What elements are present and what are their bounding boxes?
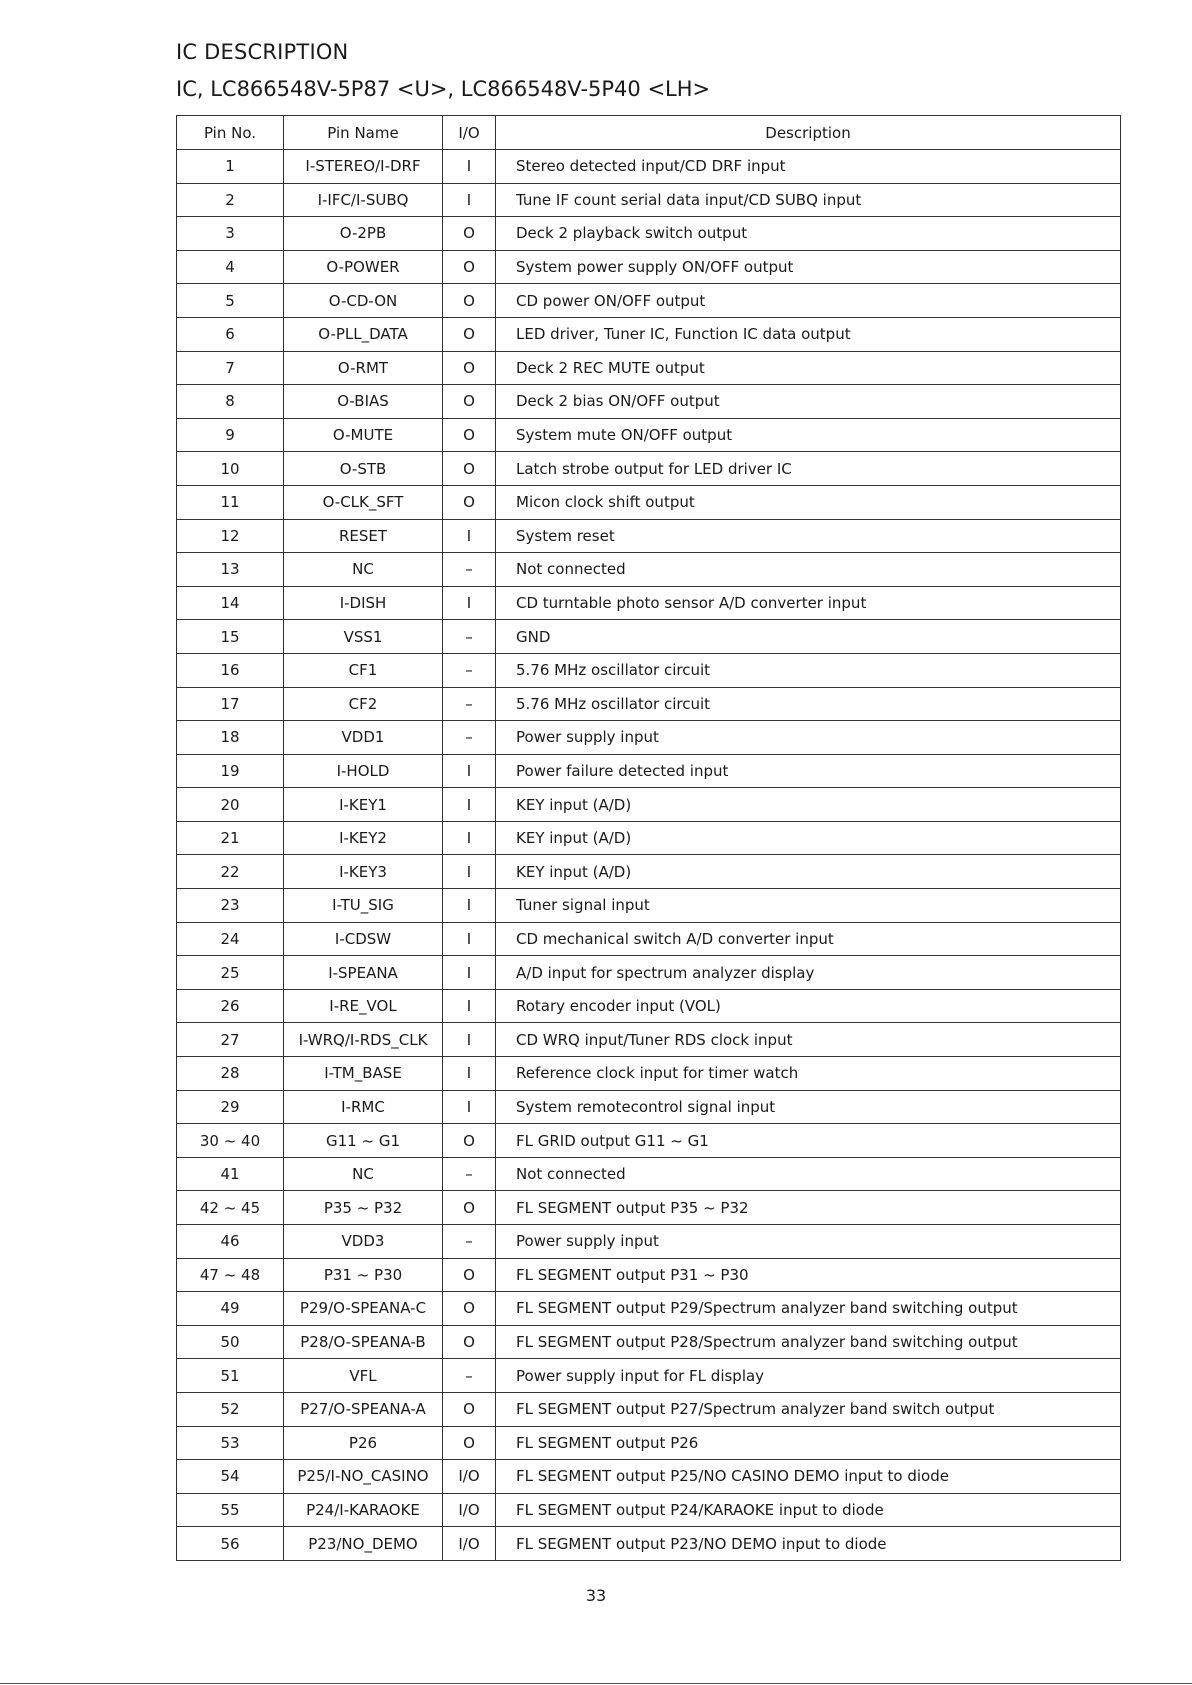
pin-name-cell: I-STEREO/I-DRF	[284, 150, 443, 184]
table-row	[177, 485, 1121, 519]
pin-name-cell: I-HOLD	[284, 754, 443, 788]
pin-name-cell: O-STB	[284, 452, 443, 486]
io-cell: O	[443, 1292, 496, 1326]
pin-name-cell: I-DISH	[284, 586, 443, 620]
pin-name-cell: P29/O-SPEANA-C	[284, 1292, 443, 1326]
io-cell: I	[443, 183, 496, 217]
header-pin-name: Pin Name	[284, 116, 443, 150]
pin-number-cell: 12	[177, 519, 284, 553]
table-row	[177, 889, 1121, 923]
description-cell: Power failure detected input	[496, 754, 1121, 788]
description-cell: CD power ON/OFF output	[496, 284, 1121, 318]
header-description: Description	[496, 116, 1121, 150]
io-cell: I/O	[443, 1460, 496, 1494]
pin-name-cell: NC	[284, 553, 443, 587]
description-cell: A/D input for spectrum analyzer display	[496, 956, 1121, 990]
pin-name-cell: P35 ~ P32	[284, 1191, 443, 1225]
io-cell: O	[443, 1392, 496, 1426]
pin-number-cell: 1	[177, 150, 284, 184]
io-cell: I	[443, 1090, 496, 1124]
pin-number-cell: 52	[177, 1392, 284, 1426]
table-row	[177, 317, 1121, 351]
pin-number-cell: 14	[177, 586, 284, 620]
pin-description-table	[176, 115, 1121, 1561]
io-cell: I	[443, 788, 496, 822]
pin-number-cell: 6	[177, 317, 284, 351]
table-row	[177, 1023, 1121, 1057]
pin-name-cell: I-KEY3	[284, 855, 443, 889]
pin-number-cell: 2	[177, 183, 284, 217]
description-cell: Power supply input	[496, 1225, 1121, 1259]
pin-name-cell: CF1	[284, 653, 443, 687]
pin-number-cell: 22	[177, 855, 284, 889]
io-cell: O	[443, 1325, 496, 1359]
description-cell: Deck 2 bias ON/OFF output	[496, 385, 1121, 419]
description-cell: FL SEGMENT output P27/Spectrum analyzer band switch output	[496, 1392, 1121, 1426]
io-cell: O	[443, 485, 496, 519]
pin-number-cell: 21	[177, 821, 284, 855]
description-cell: Deck 2 REC MUTE output	[496, 351, 1121, 385]
table-row	[177, 922, 1121, 956]
pin-name-cell: I-RE_VOL	[284, 989, 443, 1023]
pin-number-cell: 18	[177, 721, 284, 755]
pin-name-cell: I-TM_BASE	[284, 1057, 443, 1091]
pin-number-cell: 51	[177, 1359, 284, 1393]
io-cell: –	[443, 1157, 496, 1191]
table-body	[177, 150, 1121, 1561]
pin-number-cell: 28	[177, 1057, 284, 1091]
pin-number-cell: 16	[177, 653, 284, 687]
pin-number-cell: 26	[177, 989, 284, 1023]
table-row	[177, 1292, 1121, 1326]
header-pin-no: Pin No.	[177, 116, 284, 150]
table-row	[177, 250, 1121, 284]
pin-number-cell: 7	[177, 351, 284, 385]
description-cell: FL GRID output G11 ~ G1	[496, 1124, 1121, 1158]
description-cell: KEY input (A/D)	[496, 855, 1121, 889]
table-row	[177, 1426, 1121, 1460]
description-cell: Tune IF count serial data input/CD SUBQ input	[496, 183, 1121, 217]
pin-name-cell: VFL	[284, 1359, 443, 1393]
description-cell: FL SEGMENT output P35 ~ P32	[496, 1191, 1121, 1225]
table-row	[177, 1157, 1121, 1191]
table-row	[177, 1359, 1121, 1393]
description-cell: FL SEGMENT output P28/Spectrum analyzer band switching output	[496, 1325, 1121, 1359]
io-cell: O	[443, 351, 496, 385]
description-cell: Deck 2 playback switch output	[496, 217, 1121, 251]
pin-number-cell: 42 ~ 45	[177, 1191, 284, 1225]
pin-name-cell: O-MUTE	[284, 418, 443, 452]
pin-number-cell: 15	[177, 620, 284, 654]
description-cell: FL SEGMENT output P24/KARAOKE input to diode	[496, 1493, 1121, 1527]
io-cell: –	[443, 721, 496, 755]
description-cell: Power supply input	[496, 721, 1121, 755]
io-cell: –	[443, 553, 496, 587]
pin-number-cell: 41	[177, 1157, 284, 1191]
io-cell: O	[443, 284, 496, 318]
table-row	[177, 653, 1121, 687]
description-cell: KEY input (A/D)	[496, 788, 1121, 822]
pin-name-cell: I-CDSW	[284, 922, 443, 956]
io-cell: I	[443, 989, 496, 1023]
pin-name-cell: O-RMT	[284, 351, 443, 385]
io-cell: –	[443, 1225, 496, 1259]
io-cell: –	[443, 620, 496, 654]
description-cell: LED driver, Tuner IC, Function IC data output	[496, 317, 1121, 351]
description-cell: Micon clock shift output	[496, 485, 1121, 519]
pin-number-cell: 8	[177, 385, 284, 419]
pin-number-cell: 56	[177, 1527, 284, 1561]
description-cell: FL SEGMENT output P25/NO CASINO DEMO input to diode	[496, 1460, 1121, 1494]
io-cell: I	[443, 150, 496, 184]
pin-name-cell: O-CLK_SFT	[284, 485, 443, 519]
table-row	[177, 586, 1121, 620]
pin-number-cell: 11	[177, 485, 284, 519]
pin-number-cell: 23	[177, 889, 284, 923]
description-cell: System reset	[496, 519, 1121, 553]
pin-name-cell: VSS1	[284, 620, 443, 654]
io-cell: I	[443, 889, 496, 923]
pin-number-cell: 55	[177, 1493, 284, 1527]
table-row	[177, 1124, 1121, 1158]
io-cell: –	[443, 1359, 496, 1393]
table-row	[177, 1191, 1121, 1225]
pin-number-cell: 13	[177, 553, 284, 587]
pin-number-cell: 10	[177, 452, 284, 486]
table-row	[177, 519, 1121, 553]
pin-name-cell: P24/I-KARAOKE	[284, 1493, 443, 1527]
description-cell: FL SEGMENT output P29/Spectrum analyzer band switching output	[496, 1292, 1121, 1326]
table-row	[177, 452, 1121, 486]
page-title: IC DESCRIPTION	[176, 40, 349, 64]
pin-number-cell: 47 ~ 48	[177, 1258, 284, 1292]
pin-name-cell: I-KEY2	[284, 821, 443, 855]
pin-number-cell: 5	[177, 284, 284, 318]
io-cell: O	[443, 317, 496, 351]
pin-number-cell: 53	[177, 1426, 284, 1460]
pin-name-cell: P27/O-SPEANA-A	[284, 1392, 443, 1426]
table-row	[177, 385, 1121, 419]
io-cell: I	[443, 956, 496, 990]
table-row	[177, 1258, 1121, 1292]
pin-name-cell: I-KEY1	[284, 788, 443, 822]
table-row	[177, 217, 1121, 251]
pin-number-cell: 46	[177, 1225, 284, 1259]
bottom-divider	[0, 1683, 1192, 1684]
table-row	[177, 284, 1121, 318]
pin-name-cell: G11 ~ G1	[284, 1124, 443, 1158]
io-cell: I	[443, 519, 496, 553]
table-row	[177, 788, 1121, 822]
pin-number-cell: 24	[177, 922, 284, 956]
table-header-row	[177, 116, 1121, 150]
io-cell: O	[443, 1258, 496, 1292]
pin-name-cell: P23/NO_DEMO	[284, 1527, 443, 1561]
io-cell: O	[443, 217, 496, 251]
pin-number-cell: 9	[177, 418, 284, 452]
description-cell: Reference clock input for timer watch	[496, 1057, 1121, 1091]
io-cell: I	[443, 1057, 496, 1091]
pin-name-cell: I-RMC	[284, 1090, 443, 1124]
pin-name-cell: CF2	[284, 687, 443, 721]
io-cell: O	[443, 250, 496, 284]
table-row	[177, 1325, 1121, 1359]
pin-number-cell: 4	[177, 250, 284, 284]
pin-name-cell: I-SPEANA	[284, 956, 443, 990]
description-cell: KEY input (A/D)	[496, 821, 1121, 855]
io-cell: I	[443, 855, 496, 889]
io-cell: I	[443, 821, 496, 855]
description-cell: FL SEGMENT output P23/NO DEMO input to diode	[496, 1527, 1121, 1561]
pin-number-cell: 20	[177, 788, 284, 822]
pin-name-cell: P28/O-SPEANA-B	[284, 1325, 443, 1359]
pin-number-cell: 50	[177, 1325, 284, 1359]
table-row	[177, 1090, 1121, 1124]
io-cell: –	[443, 687, 496, 721]
pin-name-cell: I-IFC/I-SUBQ	[284, 183, 443, 217]
io-cell: I/O	[443, 1527, 496, 1561]
table-row	[177, 553, 1121, 587]
description-cell: 5.76 MHz oscillator circuit	[496, 653, 1121, 687]
description-cell: System remotecontrol signal input	[496, 1090, 1121, 1124]
page-subtitle: IC, LC866548V-5P87 <U>, LC866548V-5P40 <LH>	[176, 77, 711, 101]
io-cell: –	[443, 653, 496, 687]
description-cell: Rotary encoder input (VOL)	[496, 989, 1121, 1023]
pin-name-cell: I-WRQ/I-RDS_CLK	[284, 1023, 443, 1057]
table-row	[177, 989, 1121, 1023]
io-cell: I	[443, 754, 496, 788]
io-cell: I	[443, 586, 496, 620]
pin-name-cell: VDD3	[284, 1225, 443, 1259]
pin-number-cell: 25	[177, 956, 284, 990]
pin-name-cell: NC	[284, 1157, 443, 1191]
pin-name-cell: RESET	[284, 519, 443, 553]
io-cell: O	[443, 1426, 496, 1460]
table-row	[177, 1460, 1121, 1494]
pin-number-cell: 30 ~ 40	[177, 1124, 284, 1158]
description-cell: CD WRQ input/Tuner RDS clock input	[496, 1023, 1121, 1057]
description-cell: System power supply ON/OFF output	[496, 250, 1121, 284]
table-row	[177, 351, 1121, 385]
table-row	[177, 721, 1121, 755]
pin-name-cell: O-CD-ON	[284, 284, 443, 318]
table-row	[177, 687, 1121, 721]
io-cell: O	[443, 385, 496, 419]
description-cell: Not connected	[496, 553, 1121, 587]
pin-number-cell: 19	[177, 754, 284, 788]
table-row	[177, 855, 1121, 889]
io-cell: O	[443, 418, 496, 452]
description-cell: GND	[496, 620, 1121, 654]
table-row	[177, 1392, 1121, 1426]
io-cell: I	[443, 922, 496, 956]
pin-name-cell: I-TU_SIG	[284, 889, 443, 923]
pin-table-container	[176, 115, 1120, 1561]
description-cell: Power supply input for FL display	[496, 1359, 1121, 1393]
pin-number-cell: 17	[177, 687, 284, 721]
description-cell: 5.76 MHz oscillator circuit	[496, 687, 1121, 721]
pin-name-cell: VDD1	[284, 721, 443, 755]
page-number: 33	[585, 1586, 607, 1605]
description-cell: Stereo detected input/CD DRF input	[496, 150, 1121, 184]
io-cell: O	[443, 1124, 496, 1158]
description-cell: FL SEGMENT output P26	[496, 1426, 1121, 1460]
table-row	[177, 183, 1121, 217]
table-row	[177, 821, 1121, 855]
description-cell: Tuner signal input	[496, 889, 1121, 923]
pin-number-cell: 27	[177, 1023, 284, 1057]
description-cell: FL SEGMENT output P31 ~ P30	[496, 1258, 1121, 1292]
description-cell: CD mechanical switch A/D converter input	[496, 922, 1121, 956]
table-row	[177, 418, 1121, 452]
pin-name-cell: O-2PB	[284, 217, 443, 251]
description-cell: Latch strobe output for LED driver IC	[496, 452, 1121, 486]
table-row	[177, 1225, 1121, 1259]
description-cell: Not connected	[496, 1157, 1121, 1191]
pin-name-cell: P26	[284, 1426, 443, 1460]
pin-name-cell: O-POWER	[284, 250, 443, 284]
table-row	[177, 754, 1121, 788]
io-cell: O	[443, 1191, 496, 1225]
pin-name-cell: O-BIAS	[284, 385, 443, 419]
description-cell: System mute ON/OFF output	[496, 418, 1121, 452]
header-io: I/O	[443, 116, 496, 150]
description-cell: CD turntable photo sensor A/D converter input	[496, 586, 1121, 620]
pin-name-cell: P25/I-NO_CASINO	[284, 1460, 443, 1494]
pin-number-cell: 54	[177, 1460, 284, 1494]
pin-number-cell: 29	[177, 1090, 284, 1124]
pin-number-cell: 49	[177, 1292, 284, 1326]
pin-number-cell: 3	[177, 217, 284, 251]
table-row	[177, 1057, 1121, 1091]
io-cell: I	[443, 1023, 496, 1057]
table-row	[177, 956, 1121, 990]
table-row	[177, 620, 1121, 654]
table-row	[177, 150, 1121, 184]
pin-name-cell: P31 ~ P30	[284, 1258, 443, 1292]
pin-name-cell: O-PLL_DATA	[284, 317, 443, 351]
table-row	[177, 1493, 1121, 1527]
io-cell: I/O	[443, 1493, 496, 1527]
io-cell: O	[443, 452, 496, 486]
table-row	[177, 1527, 1121, 1561]
